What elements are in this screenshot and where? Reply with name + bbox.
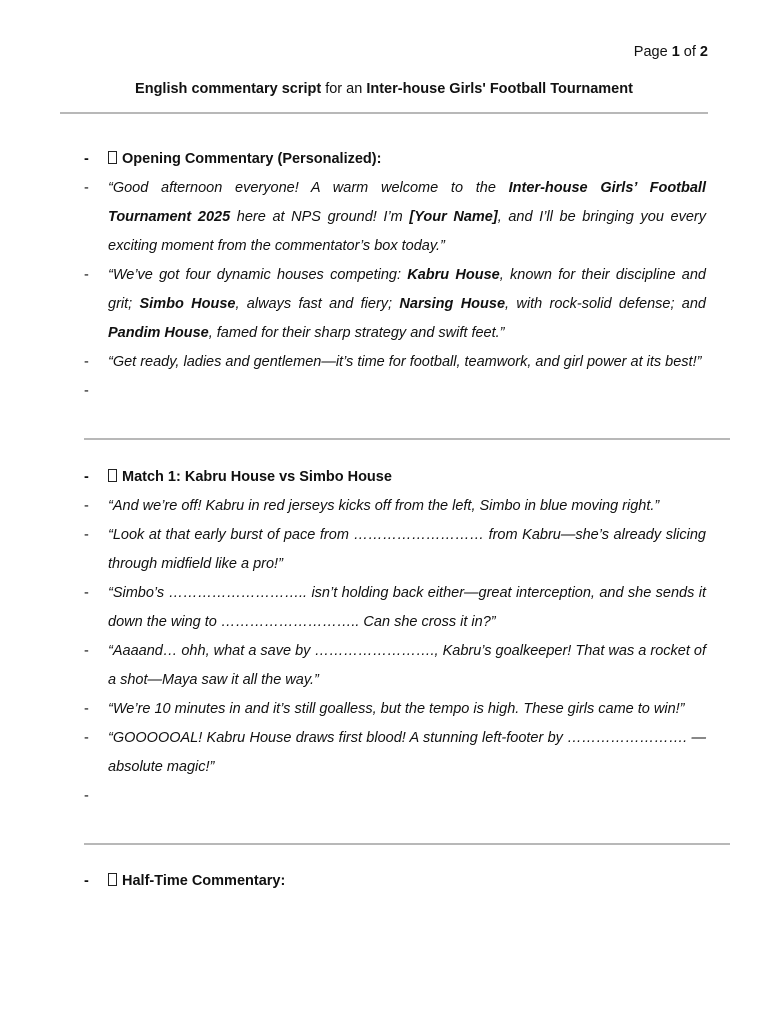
match1-line: - “GOOOOOAL! Kabru House draws first blood! A stunning left-footer by ……………………. —absolute magic!” <box>84 730 706 775</box>
opening-paragraph-1: - “Good afternoon everyone! A warm welcome to the Inter-house Girls’ Football Tournament 2025 here at NPS ground! I’m [Your Name], and I’ll be bringing you every exciting moment from the commentator’s box today.” <box>84 180 706 254</box>
opening-paragraph-3: - “Get ready, ladies and gentlemen—it’s time for football, teamwork, and girl power at its best!” <box>84 354 702 370</box>
section-divider <box>84 843 730 845</box>
opening-paragraph-2: - “We’ve got four dynamic houses competing: Kabru House, known for their discipline and grit; Simbo House, always fast and fiery; Narsing House, with rock-solid defense; and Pandim House, famed for their sharp strategy and swift feet.” <box>84 267 706 341</box>
match1-section: - Match 1: Kabru House vs Simbo House - “And we’re off! Kabru in red jerseys kicks off from the left, Simbo in blue moving right.” - “Look at that early burst of pace from ……………………… from Kabru—she’s already slicing through midfield like a pro!” - “Simbo’s ……………………….. isn’t holding back either—great interception, and she sends it down the wing to ……………………….. Can she cross it in?” - “Aaaand… ohh, what a save by ……………………., Kabru’s goalkeeper! That was a rocket of a shot—Maya saw it all the way.” - “We’re 10 minutes in and it’s still goalless, but the tempo is high. These girls came to win!” - “GOOOOOAL! Kabru House draws first blood! A stunning left-footer by ……………………. —absolute magic!” - <box>84 463 706 782</box>
match1-line: - “Aaaand… ohh, what a save by ……………………., Kabru’s goalkeeper! That was a rocket of a shot—Maya saw it all the way.” <box>84 643 706 688</box>
opening-section: - Opening Commentary (Personalized): - “Good afternoon everyone! A warm welcome to the Inter-house Girls’ Football Tournament 2025 here at NPS ground! I’m [Your Name], and I’ll be bringing you every exciting moment from the commentator’s box today.” - “We’ve got four dynamic houses competing: Kabru House, known for their discipline and grit; Simbo House, always fast and fiery; Narsing House, with rock-solid defense; and Pandim House, famed for their sharp strategy and swift feet.” - “Get ready, ladies and gentlemen—it’s time for football, teamwork, and girl power at its best!” - <box>84 145 706 377</box>
halftime-heading: - Half-Time Commentary: <box>84 873 286 889</box>
halftime-section <box>84 867 706 896</box>
heading-glyph-icon <box>108 151 117 164</box>
heading-glyph-icon <box>108 469 117 482</box>
match1-line: - “Look at that early burst of pace from ……………………… from Kabru—she’s already slicing through midfield like a pro!” <box>84 527 706 572</box>
page-number: Page 1 of 2 <box>633 44 708 60</box>
match1-heading: - Match 1: Kabru House vs Simbo House <box>84 469 392 485</box>
heading-glyph-icon <box>108 873 117 886</box>
match1-line: - “And we’re off! Kabru in red jerseys kicks off from the left, Simbo in blue moving right.” <box>84 498 660 514</box>
section-divider <box>84 438 730 440</box>
match1-line: - “Simbo’s ……………………….. isn’t holding back either—great interception, and she sends it down the wing to ……………………….. Can she cross it in?” <box>84 585 706 630</box>
document-title: English commentary script for an Inter-house Girls' Football Tournament <box>135 81 633 97</box>
opening-heading: - Opening Commentary (Personalized): <box>84 151 382 167</box>
match1-line: - “We’re 10 minutes in and it’s still goalless, but the tempo is high. These girls came to win!” <box>84 701 685 717</box>
title-divider <box>60 112 708 114</box>
